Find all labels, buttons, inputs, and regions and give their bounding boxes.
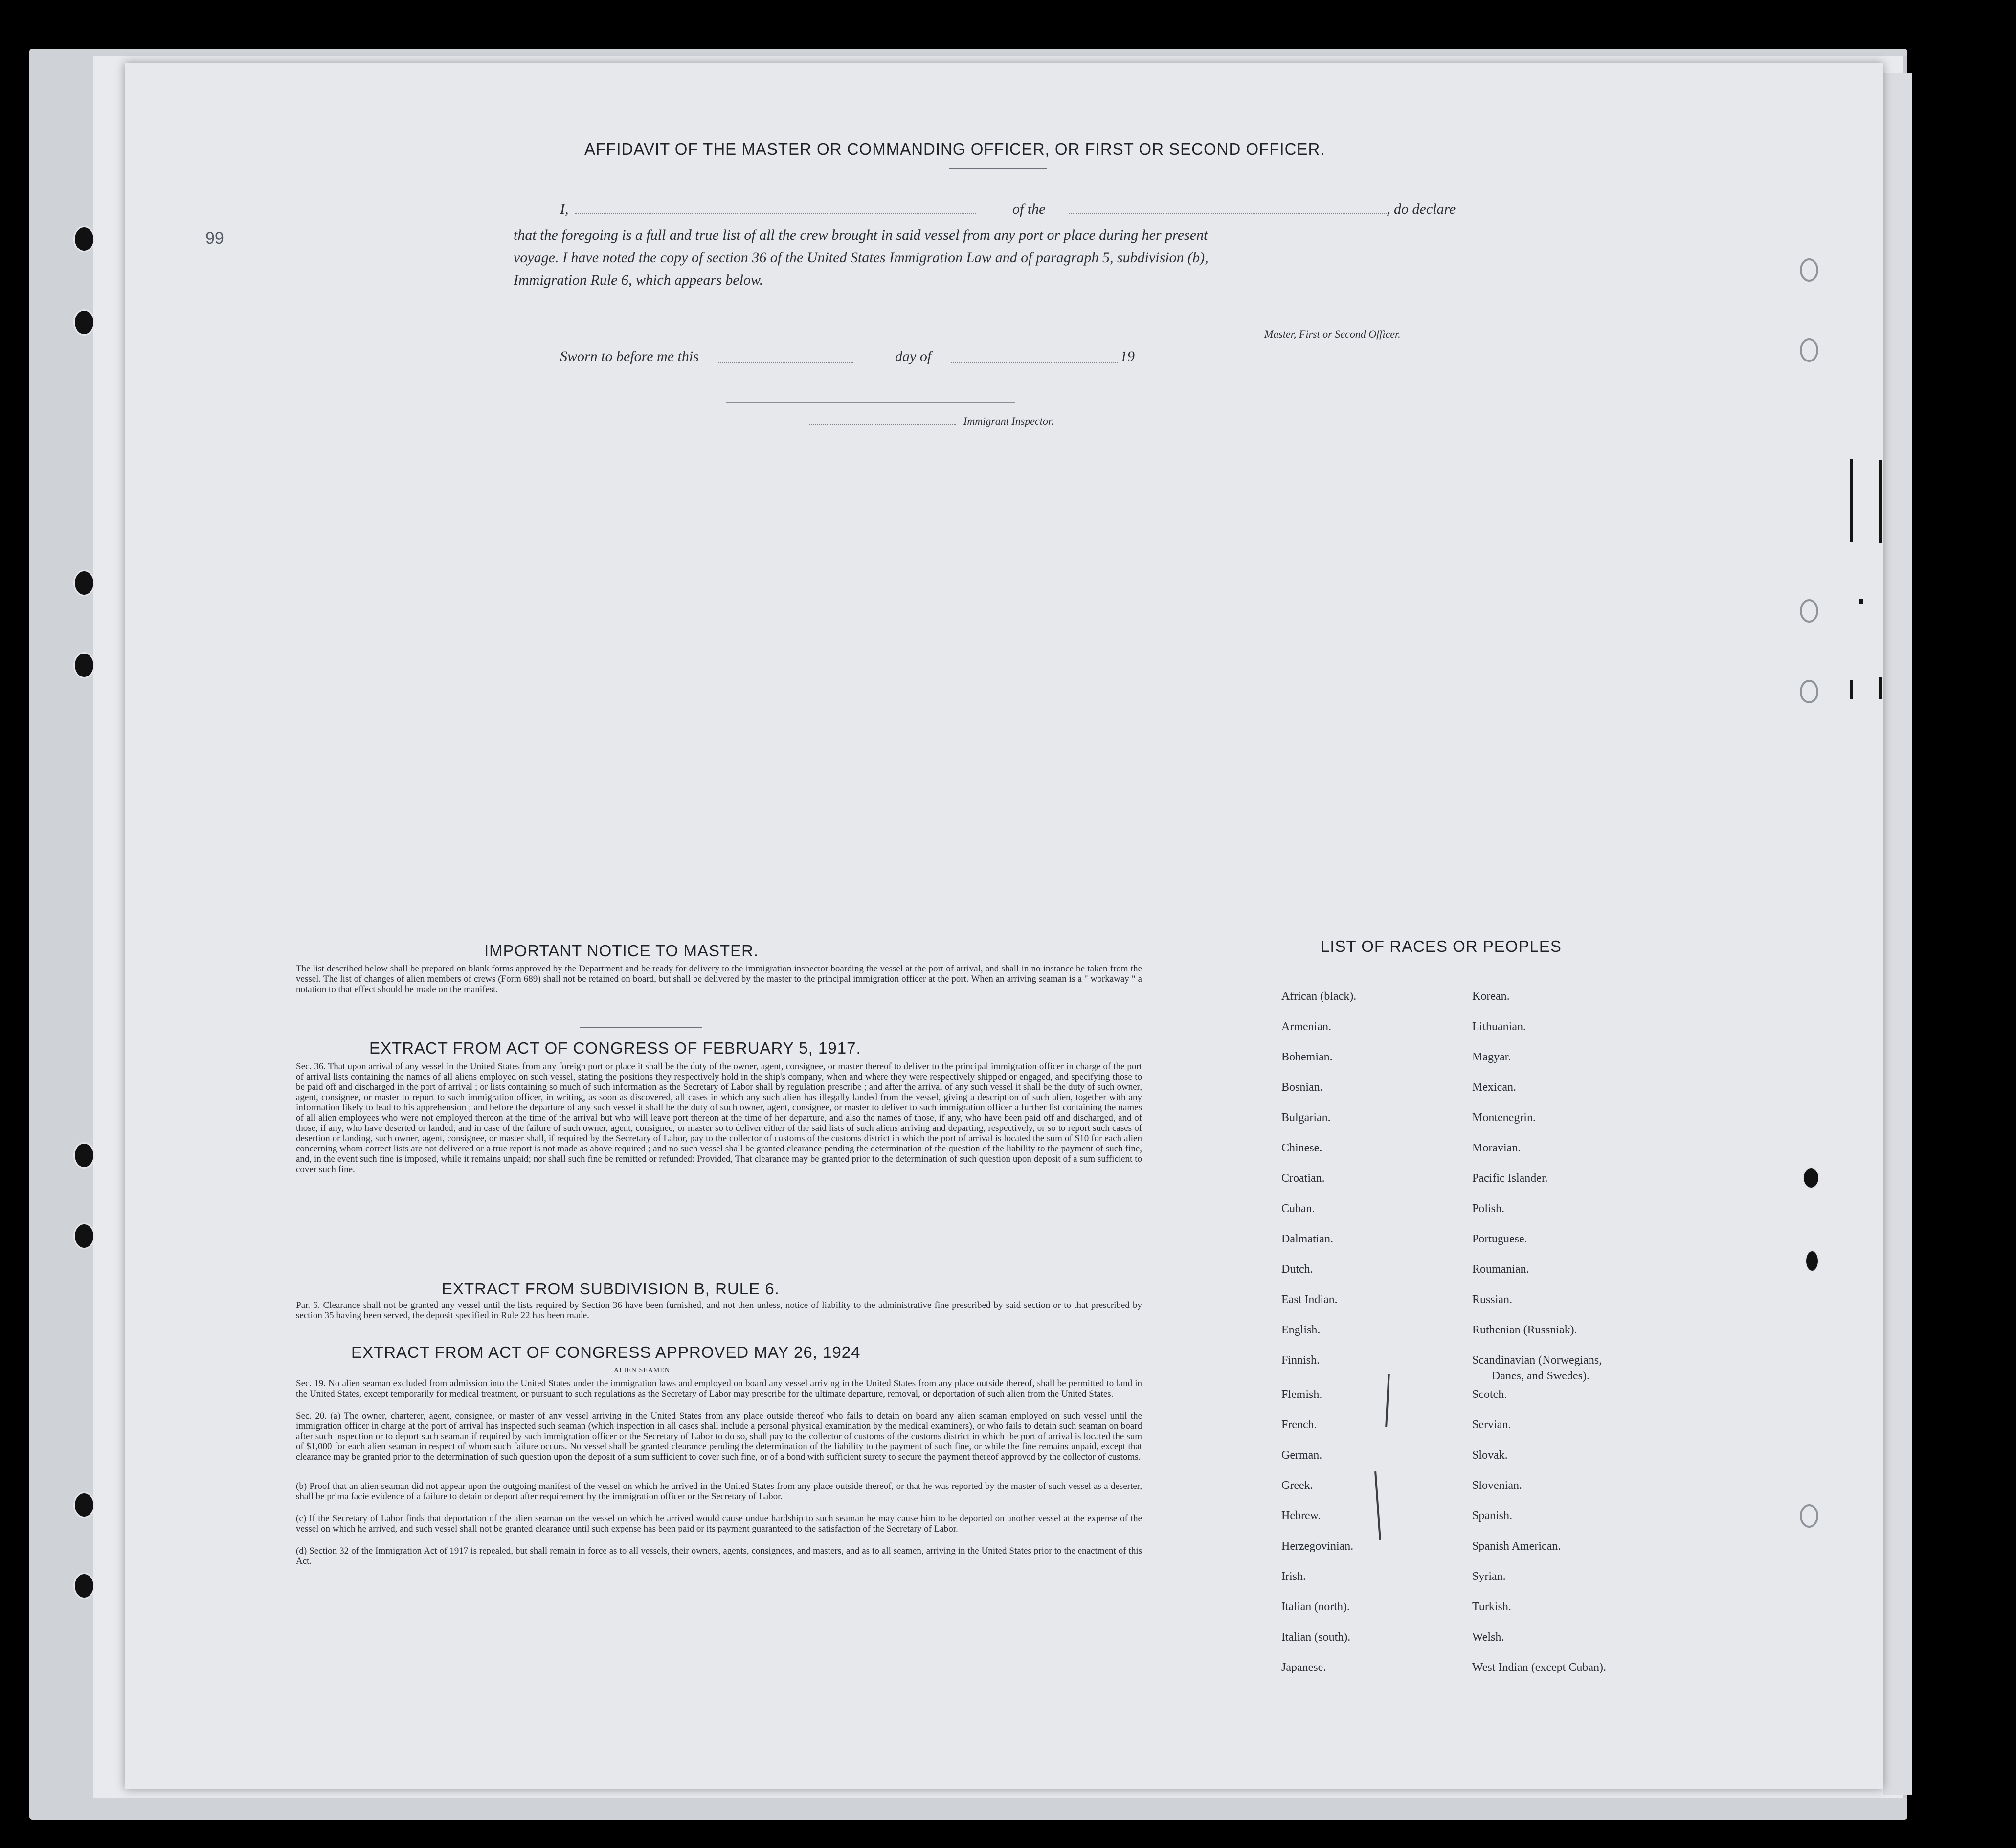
affidavit-line-2: that the foregoing is a full and true list of all the crew brought in said vessel from any port or place during her present [514, 227, 1208, 243]
race-item: Irish. [1281, 1570, 1306, 1583]
race-item: Lithuanian. [1472, 1020, 1526, 1033]
extract-1924-sec20d: (d) Section 32 of the Immigration Act of 1917 is repealed, but shall remain in force as to all vessels, their owners, agents, consignees, and masters, and as to all seamen, arriving in the United States prior to the enactment of this Act. [296, 1546, 1142, 1566]
binder-hole [73, 309, 95, 336]
race-item: Flemish. [1281, 1388, 1322, 1401]
affidavit-of-the: of the [1012, 201, 1046, 217]
race-item: Spanish American. [1472, 1540, 1561, 1553]
notice-rule [580, 1027, 702, 1028]
race-item: Russian. [1472, 1293, 1513, 1306]
race-item: Italian (north). [1281, 1600, 1350, 1613]
binder-hole [73, 1223, 95, 1249]
affidavit-line-3: voyage. I have noted the copy of section 36 of the United States Immigration Law and of paragraph 5, subdivision (b), [514, 249, 1209, 266]
race-item: Turkish. [1472, 1600, 1511, 1613]
extract-1924-title: EXTRACT FROM ACT OF CONGRESS APPROVED MAY 26, 1924 [351, 1343, 861, 1361]
binder-hole-right [1800, 1504, 1818, 1528]
race-item: Portuguese. [1472, 1233, 1527, 1245]
race-item: Welsh. [1472, 1631, 1504, 1644]
race-item: Japanese. [1281, 1661, 1326, 1674]
extract-rule6-body: Par. 6. Clearance shall not be granted any vessel until the lists required by Section 36 have been furnished, and not then unless, notice of liability to the administrative fine prescribed by said section or to that prescribed by section 35 having been served, the deposit specified in Rule 22 has been made. [296, 1300, 1142, 1321]
binder-hole-right [1800, 338, 1818, 362]
day-of-label: day of [895, 348, 932, 364]
binder-hole-right-dark [1805, 1250, 1819, 1272]
race-item: Syrian. [1472, 1570, 1506, 1583]
page-edge-strip [1883, 73, 1912, 1795]
extract-1924-sec20a: Sec. 20. (a) The owner, charterer, agent, consignee, or master of any vessel arriving in the United States from any place outside thereof who fails to detain on board any alien seaman employed on such vessel until the immigration officer in charge at the port of arrival has inspected such seaman (which inspection in all cases shall include a personal physical examination by the medical examiners), or who fails to detain such seaman on board after such inspection or to deport such seaman if required by such immigration officer or the Secretary of Labor to do so, shall pay to the collector of customs of the customs district in which the port of arrival is located the sum of $1,000 for each alien seaman in respect of whom such failure occurs. No vessel shall be granted clearance pending the determination of the liability to the payment of such fine, or while the fine remains unpaid, except that clearance may be granted prior to the determination of such question upon the deposit of a sum sufficient to cover such fine, or of a bond with sufficient surety to secure the payment thereof approved by the collector of customs. [296, 1411, 1142, 1462]
binder-hole-right-dark [1802, 1167, 1820, 1189]
race-item: Pacific Islander. [1472, 1172, 1548, 1185]
extract-rule6-title: EXTRACT FROM SUBDIVISION B, RULE 6. [442, 1280, 780, 1298]
race-item: French. [1281, 1419, 1317, 1431]
margin-number: 99 [205, 229, 224, 248]
race-item: Ruthenian (Russniak). [1472, 1324, 1577, 1336]
sworn-year-label: 19 [1120, 348, 1135, 364]
extract-1924-sec20b: (b) Proof that an alien seaman did not appear upon the outgoing manifest of the vessel on which he arrived in the United States from any place outside thereof, or that he was reported by the master of such vessel as a deserter, shall be prima facie evidence of a failure to detain or deport after requirement by the immigration officer or the Secretary of Labor. [296, 1481, 1142, 1502]
extract-1924-sec19: Sec. 19. No alien seaman excluded from admission into the United States under the immigration laws and employed on board any vessel arriving in the United States from any place outside thereof, shall be permitted to land in the United States, except temporarily for medical treatment, or pursuant to such regulations as the Secretary of Labor may prescribe for the ultimate departure, removal, or deportation of such alien from the United States. [296, 1378, 1142, 1399]
edge-mark [1859, 599, 1863, 604]
race-item: Roumanian. [1472, 1263, 1529, 1276]
race-item: Montenegrin. [1472, 1111, 1536, 1124]
race-item: Dalmatian. [1281, 1233, 1333, 1245]
inspector-dotted-line [809, 424, 956, 425]
binder-hole-right [1800, 599, 1818, 623]
race-item: Magyar. [1472, 1051, 1511, 1063]
affidavit-do-declare: , do declare [1387, 201, 1456, 217]
race-item: Mexican. [1472, 1081, 1516, 1094]
affidavit-line-4: Immigration Rule 6, which appears below. [514, 272, 763, 288]
binder-hole [73, 1492, 95, 1518]
race-item: Croatian. [1281, 1172, 1325, 1185]
binder-hole [73, 226, 95, 252]
race-item: Chinese. [1281, 1142, 1322, 1154]
edge-mark [1850, 680, 1853, 699]
inspector-signature-line [726, 402, 1015, 403]
race-item: Moravian. [1472, 1142, 1521, 1154]
race-item: Finnish. [1281, 1354, 1320, 1367]
race-item: Slovak. [1472, 1449, 1508, 1462]
notice-title: IMPORTANT NOTICE TO MASTER. [484, 942, 759, 960]
race-item: Hebrew. [1281, 1510, 1321, 1522]
edge-mark [1879, 460, 1882, 543]
affidavit-i: I, [560, 201, 569, 217]
race-item: West Indian (except Cuban). [1472, 1661, 1606, 1674]
race-item: East Indian. [1281, 1293, 1338, 1306]
race-item: Dutch. [1281, 1263, 1313, 1276]
binder-hole [73, 570, 95, 596]
race-item: Polish. [1472, 1202, 1505, 1215]
sworn-label: Sworn to before me this [560, 348, 699, 364]
race-item: Scotch. [1472, 1388, 1507, 1401]
race-item: Slovenian. [1472, 1479, 1522, 1492]
binder-hole [73, 1142, 95, 1169]
race-item: Cuban. [1281, 1202, 1315, 1215]
race-item: Bulgarian. [1281, 1111, 1331, 1124]
title-rule [949, 168, 1047, 169]
race-item: German. [1281, 1449, 1322, 1462]
sworn-day-line [717, 362, 853, 363]
race-item: Armenian. [1281, 1020, 1331, 1033]
race-item: Herzegovinian. [1281, 1540, 1354, 1553]
extract-1917-body: Sec. 36. That upon arrival of any vessel in the United States from any foreign port or place it shall be the duty of the owner, agent, consignee, or master thereof to deliver to the principal immigration officer in charge of the port of arrival lists containing the names of all aliens employed on such vessel, stating the positions they respectively hold in the ship's company, when and where they were respectively shipped or engaged, and specifying those to be paid off and discharged in the port of arrival ; or lists containing so much of such information as the Secretary of Labor shall by regulation prescribe ; and after the arrival of any such vessel it shall be the duty of such owner, agent, consignee, or master to report to such immigration officer, in writing, as soon as discovered, all cases in which any such alien has illegally landed from the vessel, giving a description of such alien, together with any information likely to lead to his apprehension ; and before the departure of any such vessel it shall be the duty of such owner, agent, consignee, or master to deliver to such immigration officer a further list containing the names of all alien employees who were not employed thereon at the time of the arrival but who will leave port thereon at the time of her departure, and also the names of those, if any, who have been paid off and discharged, and of those, if any, who have deserted or landed; and in case of the failure of such owner, agent, consignee, or master so to deliver either of the said lists of such aliens arriving and departing, respectively, or so to report such cases of desertion or landing, such owner, agent, consignee, or master shall, if required by the Secretary of Labor, pay to the collector of customs of the customs district in which the port of arrival is located the sum of $10 for each alien concerning whom correct lists are not delivered or a true report is not made as above required ; and no such vessel shall be granted clearance pending the determination of the question of the liability to the payment of such fine, and, in the event such fine is imposed, while it remains unpaid; nor shall such fine be remitted or refunded: Provided, That clearance may be granted prior to the determination of such question upon deposit of a sum sufficient to cover such fine. [296, 1061, 1142, 1174]
races-title: LIST OF RACES OR PEOPLES [1321, 937, 1562, 955]
race-item-continuation: Danes, and Swedes). [1492, 1370, 1590, 1382]
race-item: Spanish. [1472, 1510, 1513, 1522]
race-item: Italian (south). [1281, 1631, 1351, 1644]
binder-hole-right [1800, 258, 1818, 282]
race-item: Bohemian. [1281, 1051, 1333, 1063]
edge-mark [1879, 677, 1882, 699]
master-signature-caption: Master, First or Second Officer. [1264, 328, 1401, 340]
race-item: Korean. [1472, 990, 1510, 1003]
vessel-field-line [1069, 213, 1387, 214]
notice-body: The list described below shall be prepared on blank forms approved by the Department and be ready for delivery to the immigration inspector boarding the vessel at the port of arrival, and shall in no instance be taken from the vessel. The list of changes of alien members of crews (Form 689) shall not be retained on board, but shall be delivered by the master to the principal immigration officer at the port. When an arriving seaman is a " workaway " a notation to that effect should be made on the manifest. [296, 964, 1142, 994]
race-item: Bosnian. [1281, 1081, 1323, 1094]
race-item: Servian. [1472, 1419, 1511, 1431]
binder-hole [73, 652, 95, 678]
sworn-month-line [951, 362, 1118, 363]
affidavit-title: AFFIDAVIT OF THE MASTER OR COMMANDING OFFICER, OR FIRST OR SECOND OFFICER. [584, 140, 1325, 158]
race-item: English. [1281, 1324, 1321, 1336]
race-item: Greek. [1281, 1479, 1313, 1492]
extract-1924-subtitle: ALIEN SEAMEN [614, 1367, 671, 1374]
edge-mark [1850, 459, 1853, 542]
race-item: African (black). [1281, 990, 1357, 1003]
race-item: Scandinavian (Norwegians, [1472, 1354, 1602, 1367]
inspector-signature-caption: Immigrant Inspector. [963, 415, 1054, 427]
binder-hole [73, 1573, 95, 1599]
name-field-line [575, 213, 976, 214]
extract-1924-sec20c: (c) If the Secretary of Labor finds that deportation of the alien seaman on the vessel on which he arrived would cause undue hardship to such seaman he may cause him to be deported on another vessel at the expense of the vessel on which he arrived, and such vessel shall not be granted clearance until such expense has been paid or its payment guaranteed to the satisfaction of the Secretary of Labor. [296, 1513, 1142, 1534]
form-page [125, 63, 1883, 1789]
extract-1917-title: EXTRACT FROM ACT OF CONGRESS OF FEBRUARY 5, 1917. [369, 1039, 861, 1057]
ink-mark [1374, 1471, 1381, 1540]
binder-hole-right [1800, 680, 1818, 703]
ink-mark [1385, 1374, 1390, 1427]
